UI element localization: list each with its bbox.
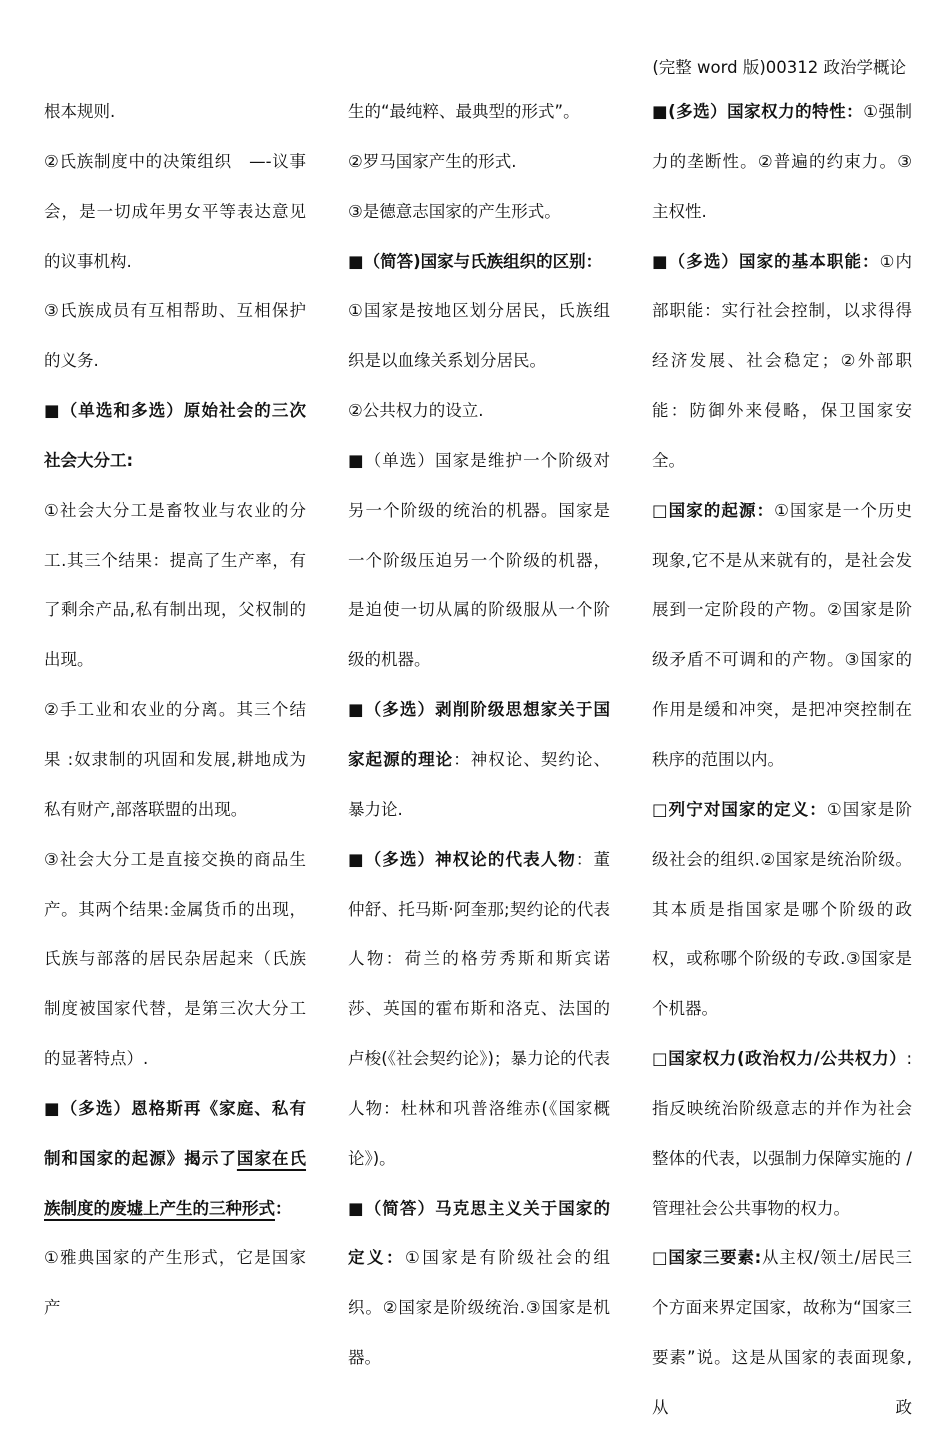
text-run: ③社会大分工是直接交换的商品生产。其两个结果:金属货币的出现，氏族与部落的居民杂居起来（氏族制度被国家代替，是第三次大分工的显著特点）. xyxy=(44,849,306,1069)
text-run: ①国家是按地区划分居民，氏族组织是以血缘关系划分居民。 xyxy=(348,301,610,371)
paragraph xyxy=(348,237,610,287)
text-run: ③氏族成员有互相帮助、互相保护的义务. xyxy=(44,301,306,371)
paragraph xyxy=(44,835,306,1084)
bold-text: □国家三要素: xyxy=(652,1248,762,1268)
bold-text: ■（多选）剥削阶级思想家关于国家起源的理论 xyxy=(348,700,610,769)
paragraph xyxy=(44,286,306,386)
bold-text: ■（简答）马克思主义关于国家的定义： xyxy=(348,1198,610,1268)
paragraph xyxy=(652,785,912,1034)
paragraph xyxy=(44,87,306,137)
page-header: (完整 word 版)00312 政治学概论 xyxy=(652,58,906,77)
paragraph xyxy=(348,835,610,1184)
bold-text: ■（多选）神权论的代表人物 xyxy=(348,849,576,869)
column-middle xyxy=(348,87,610,1383)
paragraph xyxy=(652,486,912,785)
paragraph xyxy=(348,286,610,386)
bold-text: ■（单选和多选）原始社会的三次社会大分工: xyxy=(44,401,306,470)
text-run: :指反映统治阶级意志的并作为社会整体的代表，以强制力保障实施的 /管理社会公共事物的权力。 xyxy=(652,1049,912,1218)
bold-text: ■（简答)国家与氏族组织的区别： xyxy=(348,251,603,271)
text-run: ：董仲舒、托马斯·阿奎那;契约论的代表人物：荷兰的格劳秀斯和斯宾诺莎、英国的霍布斯和洛克、法国的卢梭(《社会契约论》)；暴力论的代表人物：杜林和巩普洛维赤(《国家概论》)。 xyxy=(348,849,611,1168)
text-run: ①内部职能：实行社会控制，以求得得经济发展、社会稳定；②外部职能：防御外来侵略，保卫国家安全。 xyxy=(652,251,912,470)
bold-text: 国家在氏族制度的废墟上产生的三种形式 xyxy=(44,1148,307,1218)
paragraph xyxy=(348,137,610,187)
text-run: ①国家是阶级社会的组织.②国家是统治阶级。其本质是指国家是哪个阶级的政权，或称哪个阶级的专政.③国家是个机器。 xyxy=(652,799,912,1019)
paragraph xyxy=(652,1034,912,1233)
text-run: ①国家是有阶级社会的组织。②国家是阶级统治.③国家是机器。 xyxy=(348,1248,610,1368)
text-run: ■（单选）国家是维护一个阶级对另一个阶级的统治的机器。国家是一个阶级压迫另一个阶级的机器，是迫使一切从属的阶级服从一个阶级的机器。 xyxy=(348,450,610,670)
paragraph xyxy=(348,685,610,835)
paragraph xyxy=(44,1233,306,1333)
text-run: ①社会大分工是畜牧业与农业的分工.其三个结果：提高了生产率，有了剩余产品,私有制出现，父权制的出现。 xyxy=(44,500,306,670)
text-run: ③是德意志国家的产生形式。 xyxy=(348,201,561,221)
paragraph xyxy=(44,386,306,486)
paragraph xyxy=(348,1184,610,1383)
text-run: 生的“最纯粹、最典型的形式”。 xyxy=(348,102,580,121)
text-run: 从主权/领土/居民三个方面来界定国家，故称为“国家三要素”说。这是从国家的表面现象,从政 xyxy=(652,1248,912,1417)
bold-text: ■（多选）国家的基本职能： xyxy=(652,251,880,271)
paragraph xyxy=(348,386,610,436)
bold-text: ■（多选）恩格斯再《家庭、私有制和国家的起源》揭示了 xyxy=(44,1098,306,1168)
column-right xyxy=(652,87,912,1433)
bold-text: □列宁对国家的定义： xyxy=(652,799,827,819)
paragraph xyxy=(44,1084,306,1234)
text-run: ②公共权力的设立. xyxy=(348,401,484,421)
text-run: ①强制力的垄断性。②普遍的约束力。③主权性. xyxy=(652,102,912,221)
paragraph xyxy=(348,436,610,685)
text-run: ①雅典国家的产生形式，它是国家产 xyxy=(44,1248,306,1318)
text-run: ②氏族制度中的决策组织 —-议事会，是一切成年男女平等表达意见的议事机构. xyxy=(44,151,306,271)
paragraph xyxy=(44,486,306,685)
paragraph xyxy=(348,187,610,237)
text-run: ①国家是一个历史现象,它不是从来就有的，是社会发展到一定阶段的产物。②国家是阶级矛盾不可调和的产物。③国家的作用是缓和冲突，是把冲突控制在秩序的范围以内。 xyxy=(652,500,913,769)
paragraph xyxy=(652,237,912,486)
bold-text: ■(多选）国家权力的特性： xyxy=(652,102,864,121)
text-run: ②手工业和农业的分离。其三个结果 :奴隶制的巩固和发展,耕地成为私有财产,部落联盟的出现。 xyxy=(44,700,306,819)
bold-text: □国家权力(政治权力/公共权力） xyxy=(652,1049,907,1069)
paragraph xyxy=(652,1233,912,1432)
column-left xyxy=(44,87,306,1333)
bold-text: □国家的起源： xyxy=(652,500,775,520)
paragraph xyxy=(652,87,912,237)
text-run: ：神权论、契约论、暴力论. xyxy=(348,749,611,819)
paragraph xyxy=(44,685,306,835)
paragraph xyxy=(348,87,610,137)
text-run: ②罗马国家产生的形式. xyxy=(348,151,517,171)
paragraph xyxy=(44,137,306,287)
bold-text: ： xyxy=(275,1198,292,1218)
text-run: 根本规则. xyxy=(44,102,116,121)
